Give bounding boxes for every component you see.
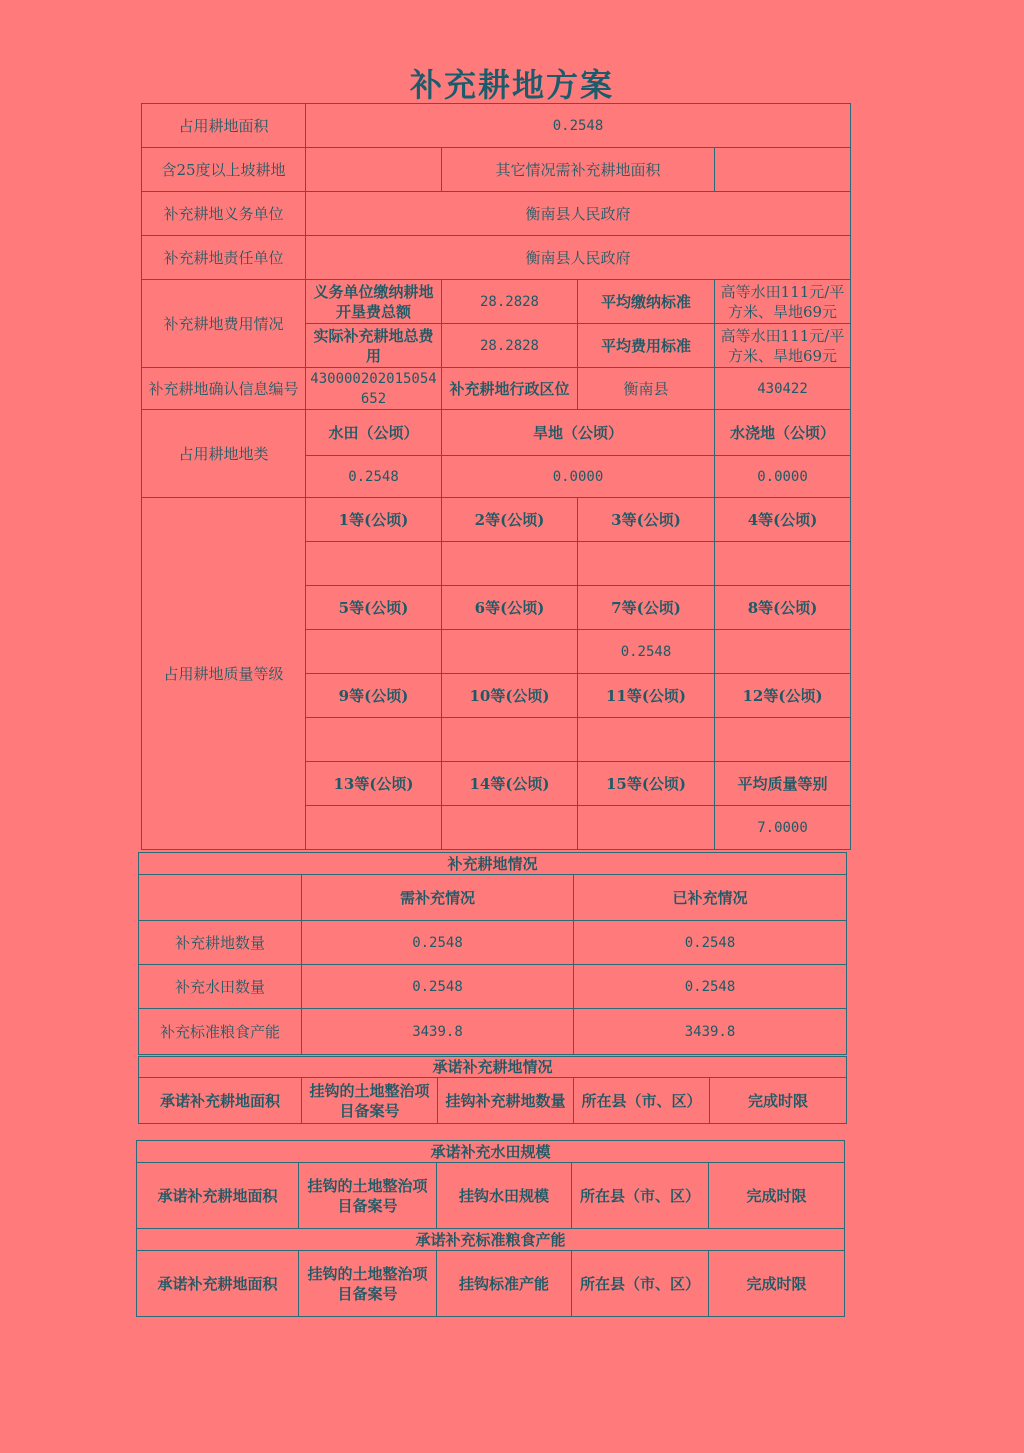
irrigated-value: 0.0000 (715, 456, 851, 498)
paddy-col: 挂钩的土地整治项目备案号 (299, 1163, 437, 1229)
paddy-col: 完成时限 (709, 1163, 845, 1229)
region-label: 补充耕地行政区位 (442, 368, 578, 410)
dry-label: 旱地（公顷） (442, 410, 715, 456)
cost-actual-value: 28.2828 (442, 324, 578, 368)
grade-value (306, 630, 442, 674)
promise-col: 完成时限 (710, 1078, 847, 1124)
other-area-value (715, 148, 851, 192)
grade-cell: 10等(公顷) (442, 674, 578, 718)
cost-label: 补充耕地费用情况 (142, 280, 306, 368)
grade-value (578, 718, 715, 762)
obligation-unit-label: 补充耕地义务单位 (142, 192, 306, 236)
need-value: 3439.8 (302, 1009, 574, 1055)
commitments-table (136, 1140, 845, 1317)
confirm-no-label: 补充耕地确认信息编号 (142, 368, 306, 410)
paddy-value: 0.2548 (306, 456, 442, 498)
grade-cell: 7等(公顷) (578, 586, 715, 630)
promise-section-label: 承诺补充耕地情况 (139, 1057, 847, 1078)
need-value: 0.2548 (302, 921, 574, 965)
grade-cell: 9等(公顷) (306, 674, 442, 718)
grade-cell: 13等(公顷) (306, 762, 442, 806)
grade-cell: 4等(公顷) (715, 498, 851, 542)
row-label: 补充标准粮食产能 (139, 1009, 302, 1055)
supplement-table (138, 852, 847, 1055)
region-name: 衡南县 (578, 368, 715, 410)
promise-table (138, 1056, 847, 1124)
dry-value: 0.0000 (442, 456, 715, 498)
grade-cell: 1等(公顷) (306, 498, 442, 542)
row-label: 补充耕地数量 (139, 921, 302, 965)
irrigated-label: 水浇地（公顷） (715, 410, 851, 456)
grade-value (715, 542, 851, 586)
cost-paid-value: 28.2828 (442, 280, 578, 324)
done-value: 3439.8 (574, 1009, 847, 1055)
grade-value (306, 542, 442, 586)
grade-value (442, 542, 578, 586)
responsible-unit-label: 补充耕地责任单位 (142, 236, 306, 280)
grade-value (715, 718, 851, 762)
promise-col: 承诺补充耕地面积 (139, 1078, 302, 1124)
grade-cell: 3等(公顷) (578, 498, 715, 542)
region-code: 430422 (715, 368, 851, 410)
land-type-label: 占用耕地地类 (142, 410, 306, 498)
grade-cell: 2等(公顷) (442, 498, 578, 542)
done-label: 已补充情况 (574, 875, 847, 921)
grade-cell: 8等(公顷) (715, 586, 851, 630)
occupied-area-value: 0.2548 (306, 104, 851, 148)
occupied-area-label: 占用耕地面积 (142, 104, 306, 148)
grain-col: 完成时限 (709, 1251, 845, 1317)
grade-cell: 6等(公顷) (442, 586, 578, 630)
need-label: 需补充情况 (302, 875, 574, 921)
other-area-label: 其它情况需补充耕地面积 (442, 148, 715, 192)
page-title: 补充耕地方案 (409, 66, 614, 104)
grade-value (442, 718, 578, 762)
avg-cost-value: 高等水田111元/平方米、旱地69元 (715, 324, 851, 368)
paddy-col: 所在县（市、区） (572, 1163, 709, 1229)
done-value: 0.2548 (574, 965, 847, 1009)
row-label: 补充水田数量 (139, 965, 302, 1009)
grade-value (442, 630, 578, 674)
grade-cell: 14等(公顷) (442, 762, 578, 806)
grade-value (578, 542, 715, 586)
avg-cost-label: 平均费用标准 (578, 324, 715, 368)
done-value: 0.2548 (574, 921, 847, 965)
cost-paid-label: 义务单位缴纳耕地开垦费总额 (306, 280, 442, 324)
grade-value: 0.2548 (578, 630, 715, 674)
grade-cell: 15等(公顷) (578, 762, 715, 806)
avg-quality-value: 7.0000 (715, 806, 851, 850)
slope25-label: 含25度以上坡耕地 (142, 148, 306, 192)
paddy-col: 承诺补充耕地面积 (137, 1163, 299, 1229)
grade-cell: 12等(公顷) (715, 674, 851, 718)
promise-col: 所在县（市、区） (574, 1078, 710, 1124)
responsible-unit-value: 衡南县人民政府 (306, 236, 851, 280)
obligation-unit-value: 衡南县人民政府 (306, 192, 851, 236)
paddy-label: 水田（公顷） (306, 410, 442, 456)
confirm-no-value: 430000202015054652 (306, 368, 442, 410)
need-value: 0.2548 (302, 965, 574, 1009)
promise-col: 挂钩的土地整治项目备案号 (302, 1078, 438, 1124)
slope25-value (306, 148, 442, 192)
blank-header-cell (139, 875, 302, 921)
grade-value (306, 718, 442, 762)
cost-actual-label: 实际补充耕地总费用 (306, 324, 442, 368)
quality-label: 占用耕地质量等级 (142, 498, 306, 850)
grade-value (442, 806, 578, 850)
grain-col: 所在县（市、区） (572, 1251, 709, 1317)
paddy-section-label: 承诺补充水田规模 (137, 1141, 845, 1163)
avg-paid-value: 高等水田111元/平方米、旱地69元 (715, 280, 851, 324)
grain-col: 承诺补充耕地面积 (137, 1251, 299, 1317)
grade-value (715, 630, 851, 674)
grain-section-label: 承诺补充标准粮食产能 (137, 1229, 845, 1251)
promise-col: 挂钩补充耕地数量 (438, 1078, 574, 1124)
grain-col: 挂钩标准产能 (437, 1251, 572, 1317)
grade-cell: 11等(公顷) (578, 674, 715, 718)
grade-cell: 5等(公顷) (306, 586, 442, 630)
grade-value (578, 806, 715, 850)
grain-col: 挂钩的土地整治项目备案号 (299, 1251, 437, 1317)
supplement-section-label: 补充耕地情况 (139, 853, 847, 875)
grade-cell: 平均质量等别 (715, 762, 851, 806)
avg-paid-label: 平均缴纳标准 (578, 280, 715, 324)
paddy-col: 挂钩水田规模 (437, 1163, 572, 1229)
main-info-table (141, 103, 851, 850)
grade-value (306, 806, 442, 850)
